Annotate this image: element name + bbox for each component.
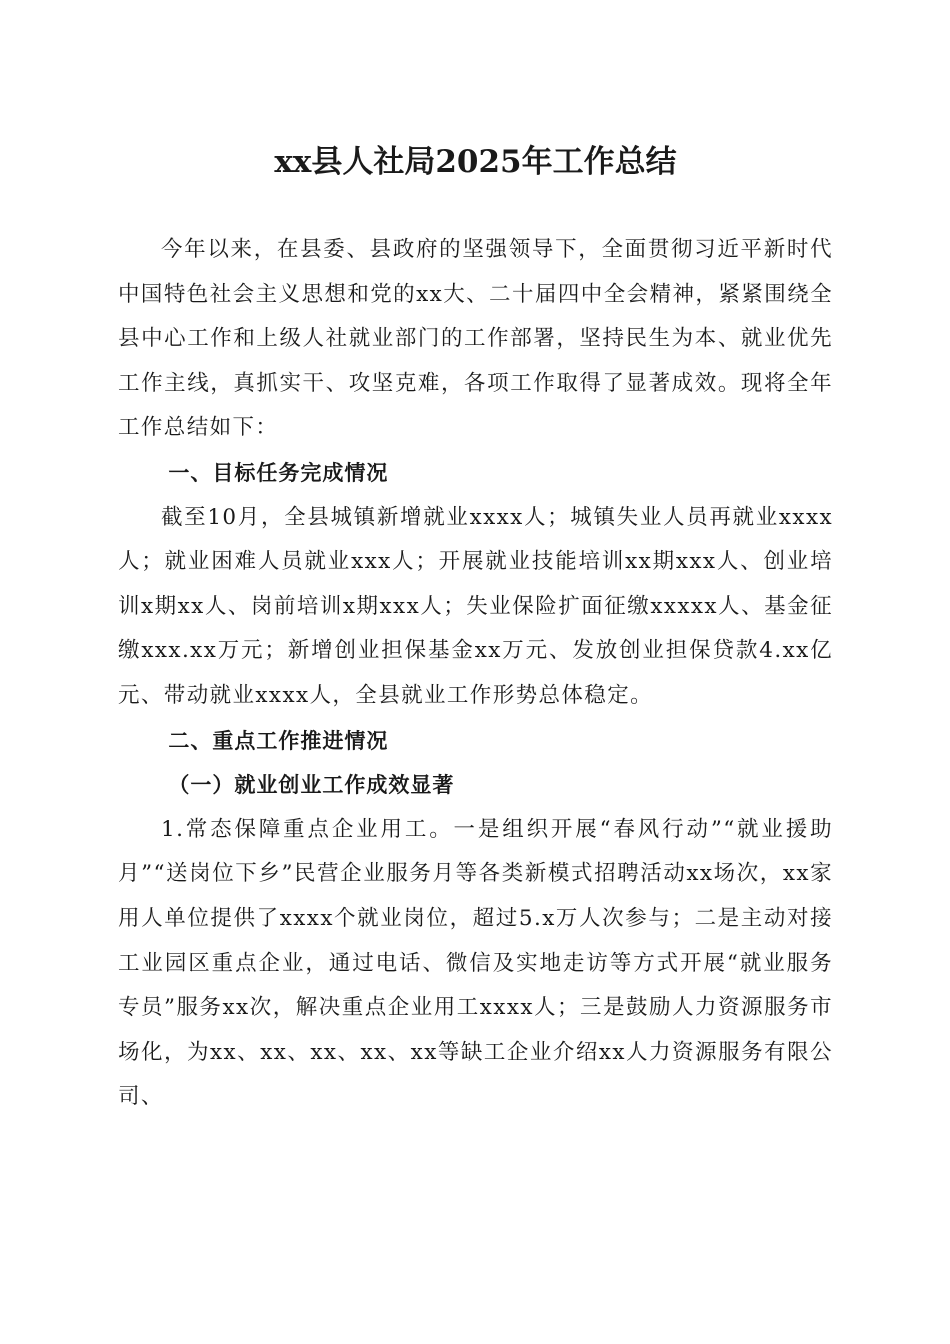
document-title: xx县人社局2025年工作总结 — [274, 144, 677, 180]
intro-paragraph: 今年以来，在县委、县政府的坚强领导下，全面贯彻习近平新时代中国特色社会主义思想和党的xx大、二十届四中全会精神，紧紧围绕全县中心工作和上级人社就业部门的工作部署，坚持民生为本、就业优先工作主线，真抓实干、攻坚克难，各项工作取得了显著成效。现将全年工作总结如下： — [118, 237, 833, 441]
subsection-1-item-1-paragraph: 1.常态保障重点企业用工。一是组织开展“春风行动”“就业援助月”“送岗位下乡”民营企业服务月等各类新模式招聘活动xx场次，xx家用人单位提供了xxxx个就业岗位，超过5.x万人次参与；二是主动对接工业园区重点企业，通过电话、微信及实地走访等方式开展“就业服务专员”服务xx次，解决重点企业用工xxxx人；三是鼓励人力资源服务市场化，为xx、xx、xx、xx、xx等缺工企业介绍xx人力资源服务有限公司、 — [118, 816, 833, 1110]
subsection-1-heading: （一）就业创业工作成效显著 — [168, 772, 455, 798]
section-2-heading: 二、重点工作推进情况 — [168, 728, 389, 753]
section-1-paragraph: 截至10月，全县城镇新增就业xxxx人；城镇失业人员再就业xxxx人；就业困难人员就业xxx人；开展就业技能培训xx期xxx人、创业培训x期xx人、岗前培训x期xxx人；失业保险扩面征缴xxxxx人、基金征缴xxx.xx万元；新增创业担保基金xx万元、发放创业担保贷款4.xx亿元、带动就业xxxx人，全县就业工作形势总体稳定。 — [118, 504, 833, 708]
section-1-heading: 一、目标任务完成情况 — [168, 460, 389, 485]
document-body — [118, 228, 833, 1120]
